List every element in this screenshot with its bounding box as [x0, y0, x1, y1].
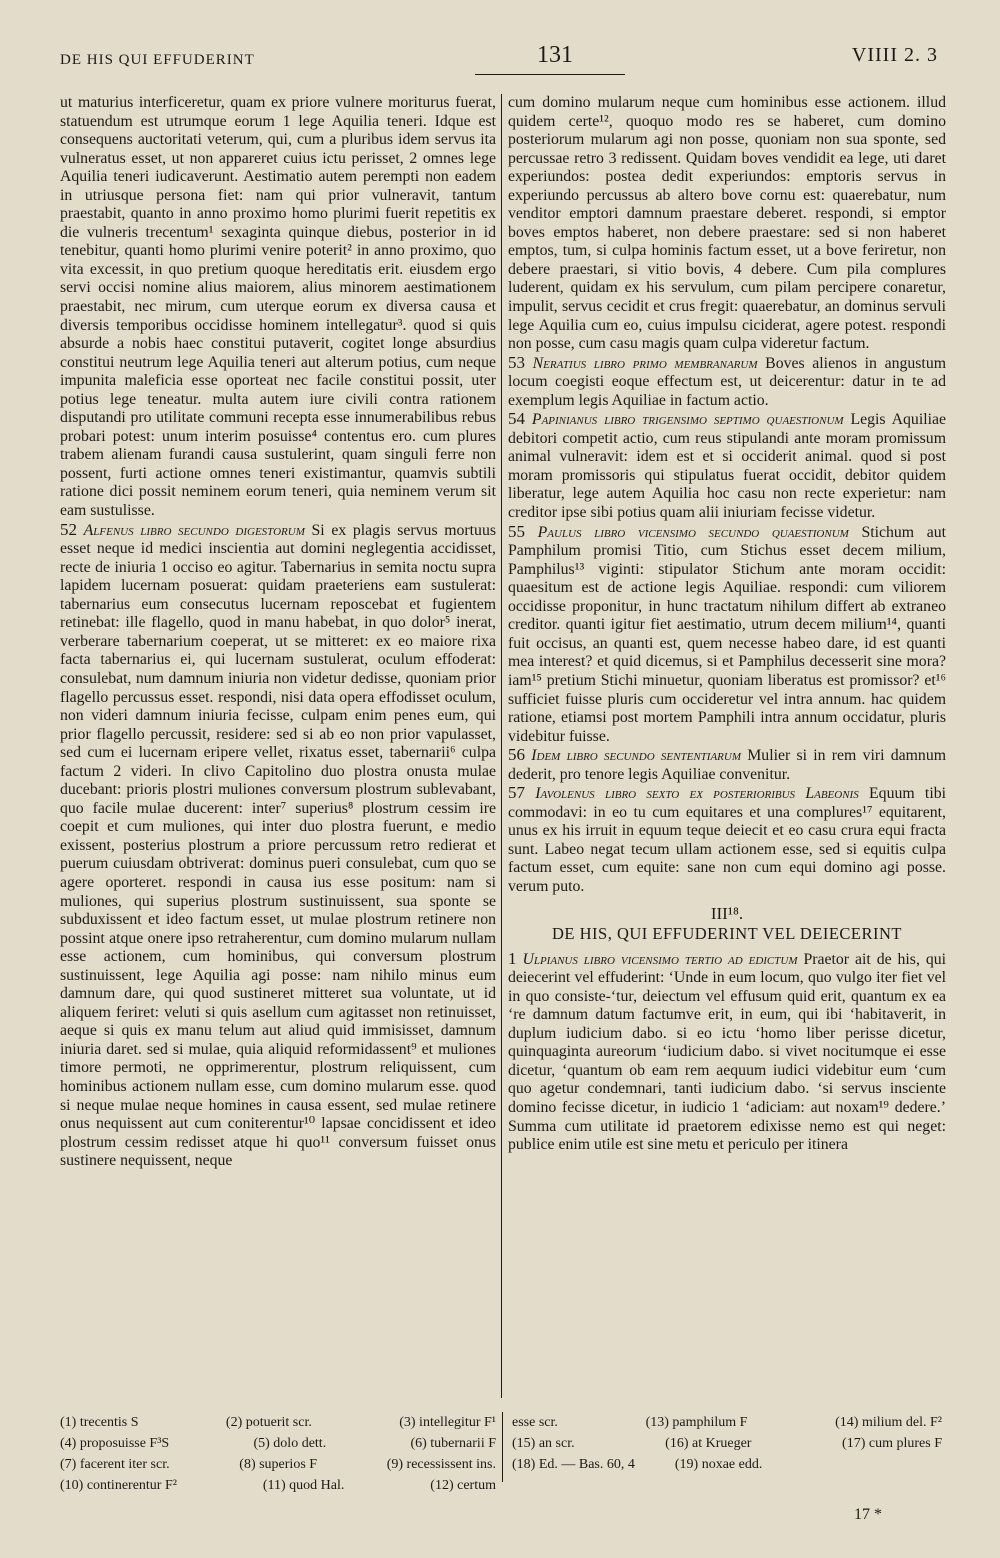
footnote-row — [512, 1454, 942, 1475]
header-rule — [475, 74, 625, 75]
section-54 — [508, 410, 946, 522]
section-author: Idem libro secundo sententiarum — [531, 747, 741, 765]
signature-mark: 17 * — [854, 1506, 882, 1523]
footnote: (6) tubernarii F — [410, 1436, 496, 1451]
footnote-row — [512, 1412, 942, 1433]
section-56 — [508, 746, 946, 784]
footnote: (15) an scr. — [512, 1436, 575, 1451]
section-author: Ulpianus libro vicensimo tertio ad edictum — [522, 950, 798, 968]
paragraph-continuation: ut maturius interficeretur, quam ex priore vulnere moriturus fuerat, statuendum est utrumque eorum 1 lege Aquilia teneri. Idque est consequens auctoritati veterum, qui, cum a pluribus idem servus ita vulneratus esset, ut non appareret cuius ictu perisset, 2 omnes lege Aquilia teneri iudicaverunt. Aestimatio autem perempti non eadem in utriusque persona fiet: nam qui prior vulneravit, tantum praestabit, quanto in anno proximo homo plurimi fuerit repetitis ex die vulneris trecentum¹ sexaginta quinque diebus, posterior in id tenebitur, quanti homo plurimi venire poterit² in anno proximo, quo vita excessit, in quo pretium quoque hereditatis erit. eiusdem ergo servi occisi nomine alius maiorem, alius minorem aestimationem praestabit, nec mirum, cum uterque eorum ex diversa causa et diversis temporibus occidisse hominem intellegatur³. quod si quis absurde a nobis haec constitui putaverit, cogitet longe absurdius constitui neutrum lege Aquilia teneri aut alterum potius, cum neque impunita maleficia esse oporteat nec facile constitui possit, uter potius lege teneatur. multa autem iure civili contra rationem disputandi pro utilitate communi recepta esse innumerabilibus rebus probari potest: unum interim posuisse⁴ contentus ero. cum plures trabem alienam furandi causa sustulerint, quam singuli ferre non possent, furti actione omnes teneri existimantur, quamvis subtili ratione dici possit neminem eorum teneri, quia neminem verum sit eam sustulisse. — [60, 94, 496, 520]
footnote: (19) noxae edd. — [674, 1457, 763, 1472]
footnote: (9) recessissent ins. — [386, 1457, 496, 1472]
section-text: Equum tibi commodavi: in eo tu cum equitares et una complures¹⁷ equitarent, unus ex his irruit in equum teque deiecit et eo casu crura equi fracta sunt. Labeo negat tecum ullam actionem esse, sed si equitis culpa factum esset, cum equite: sane non cum equi domino agi posse. verum puto. — [508, 785, 946, 895]
right-column — [508, 94, 946, 1155]
footnote: esse scr. — [512, 1415, 558, 1430]
footnote-row — [60, 1433, 496, 1454]
section-57 — [508, 784, 946, 896]
footnote: (3) intellegitur F¹ — [399, 1415, 496, 1430]
section-text: Boves alienos in angustum locum coegisti eoque effectum est, ut deicerentur: datur in te ad exemplum legis Aquiliae in factum actio. — [508, 354, 947, 409]
footnote: (12) certum — [430, 1478, 496, 1493]
footnote-row — [60, 1454, 496, 1475]
footnote-row — [60, 1475, 496, 1496]
footnote: (14) milium del. F² — [835, 1415, 942, 1430]
section-author: Neratius libro primo membranarum — [532, 354, 758, 372]
footnote: (5) dolo dett. — [253, 1436, 327, 1451]
running-head-right: VIIII 2. 3 — [851, 44, 938, 66]
section-text: Legis Aquiliae debitori competit actio, cum reus stipulandi ante moram promissum animal vulneravit: idem est et si occiderit animal. quod si post moram promissoris qui stipulatus fuerat occidit, debitor quidem liberatur, lege autem Aquilia hoc casu non recte experietur: nam creditor ipse sibi potius quam alii iniuriam fecisse videtur. — [508, 411, 947, 522]
footnote: (4) proposuisse F³S — [60, 1436, 170, 1451]
section-author: Alfenus libro secundo digestorum — [83, 521, 305, 539]
footnote: (18) Ed. — Bas. 60, 4 — [512, 1457, 635, 1472]
footnote-row — [60, 1412, 496, 1433]
section-1 — [508, 950, 946, 1155]
section-53 — [508, 354, 946, 411]
running-header — [60, 38, 938, 78]
section-text: Stichum aut Pamphilum promisi Titio, cum Stichus esset decem milium, Pamphilus¹³ viginti: stipulator Stichum ante moram occidit: quaesitum est de actione legis Aquiliae. respondi: cum viliorem occidisse proponitur, in hunc tractatum nihilum differt ab extraneo creditor. quanti igitur fiet aestimatio, utrum decem milium¹⁴, quanti fuit occisus, an quanti est, quem necesse habeo dare, id est quanti mea interest? et quid dicemus, si et Pamphilus decesserit sine mora? iam¹⁵ pretium Stichi minuetur, quoniam liberatus est promissor? et¹⁶ sufficiet fuisse pluris cum occideretur vel intra annum. hac quidem ratione, etiamsi post mortem Pamphili intra annum occidatur, pluris videbitur fuisse. — [508, 523, 946, 745]
left-column — [60, 94, 496, 1171]
section-number: 52 — [60, 519, 77, 539]
footnote-row — [512, 1433, 942, 1454]
footnote: (11) quod Hal. — [262, 1478, 345, 1493]
title-heading: DE HIS, QUI EFFUDERINT VEL DEIECERINT — [551, 924, 902, 944]
section-author: Iavolenus libro sexto ex posterioribus Labeonis — [535, 785, 859, 803]
section-number: 57 — [508, 783, 525, 803]
page-number: 131 — [537, 42, 573, 68]
section-number: 56 — [508, 745, 525, 765]
footnote: (16) at Krueger — [665, 1436, 752, 1451]
footnote: (2) potuerit scr. — [225, 1415, 312, 1430]
footnote: (8) superios F — [239, 1457, 318, 1472]
section-author: Papinianus libro trigensimo septimo quaestionum — [531, 411, 844, 429]
section-text: Praetor ait de his, qui deiecerint vel effuderint: ‘Unde in eum locum, quo vulgo iter fiet vel in quo consiste-‘tur, deiectum vel effusum quid erit, quantum ex ea ‘re damnum datum factumve erit, in eum, qui ibi ‘habitaverit, in duplum iudicium dabo. si eo ictu ‘homo liber perisse dicetur, quinquaginta aureorum ‘iudicium dabo. si vivet nocitumque ei esse dicetur, ‘quantum ob eam rem aequum iudici videbitur eum ‘cum quo agetur condemnari, tanti iudicium dabo. ‘si servus insciente domino fecisse dicetur, in iudicio 1 ‘adiciam: aut noxam¹⁹ dedere.’ Summa cum utilitate id praetorem edixisse nemo est qui neget: publice enim utile est sine metu et periculo per itinera — [508, 950, 947, 1154]
section-number: 54 — [508, 409, 525, 429]
column-divider — [501, 94, 502, 1398]
section-text: Mulier si in rem viri damnum dederit, pro tenore legis Aquiliae convenitur. — [508, 747, 947, 783]
section-55 — [508, 523, 946, 747]
section-author: Paulus libro vicensimo secundo quaestionum — [537, 523, 849, 541]
section-text: Si ex plagis servus mortuus esset neque id medici inscientia aut domini neglegentia accidisset, recte de iniuria 1 occiso eo agitur. Tabernarius in semita noctu supra lapidem lucernam posuerat: quidam praeteriens eam sustulerat: tabernarius eum consecutus lucernam reposcebat et fugientem retinebat: ille flagello, quod in manu habebat, in quo dolor⁵ inerat, verberare tabernarium coeperat, ut se mitteret: ex eo maiore rixa facta tabernarius ei, qui lucernam sustulerat, oculum effoderat: consulebat, num damnum iniuria non videtur dedisse, quoniam prior flagello percussus esset. respondi, nisi data opera effodisset oculum, non videri damnum iniuria fecisse, culpam enim penes eum, qui prior flagello percussit, residere: sed si ab eo non prior vapulasset, sed cum ei lucernam eripere vellet, rixatus esset, tabernarii⁶ culpa factum 2 videri. In clivo Capitolino duo plostra onusta mulae ducebant: prioris plostri muliones conversum plostrum sublevabant, quo facile mulae ducerent: inter⁷ superius⁸ plostrum cessim ire coepit et cum muliones, qui inter duo plostra fuerunt, e medio exissent, posterius plostrum a priore percussum retro redierat et puerum cuiusdam obtriverat: dominus pueri consulebat, cum quo se agere oporteret. respondi in causa ius esse positum: nam si muliones, qui superius plostrum sustinuissent, sua sponte se subduxissent et ideo factum esset, ut mulae plostrum retinere non possint atque onere ipso retraherentur, cum domino mularum nullam esse actionem, cum hominibus, qui conversum plostrum sustinuissent, lege Aquilia agi posse: nam nihilo minus eum damnum dare, qui quod sustineret mitteret sua voluntate, ut id aliquem feriret: veluti si quis asellum cum agitasset non retinuisset, aeque si quis ex manu telum aut aliud quid immisisset, damnum iniuria daret. sed si mulae, quia aliquid reformidassent⁹ et muliones timore permoti, ne opprimerentur, plostrum reliquissent, cum hominibus actionem nullam esse, cum domino mularum esse. quod si neque mulae neque homines in causa essent, sed mulae retinere onus nequissent aut cum coniterentur¹⁰ lapsae concidissent et ideo plostrum cessim redisset atque hi quo¹¹ conversum fuisset onus sustinere nequissent, neque — [60, 521, 497, 1170]
footnote: (10) continerentur F² — [60, 1478, 177, 1493]
section-number: 53 — [508, 352, 525, 372]
section-number: 1 — [508, 948, 517, 968]
title-number: III¹⁸. — [710, 903, 744, 923]
section-number: 55 — [508, 521, 525, 541]
footnote: (7) facerent iter scr. — [60, 1457, 170, 1472]
footnote: (17) cum plures F — [842, 1436, 942, 1451]
paragraph-continuation: cum domino mularum neque cum hominibus esse actionem. illud quidem certe¹², quoquo modo res se haberet, cum domino posteriorum mularum agi non posse, quoniam non sua sponte, sed percussae retro 3 redissent. Quidam boves vendidit ea lege, uti daret experiundos: postea dedit experiundos: emptoris servus in experiundo percussus ab altero bove cornu est: quaerebatur, num venditor emptori damnum praestare deberet. respondi, si emptor boves emptos haberet, non debere praestare: sed si non haberet emptos, tum, si culpa hominis factum esset, ut a bove feriretur, non debere praestari, si vitio bovis, 4 debere. Cum pila complures luderent, quidam ex his servulum, cum pilam percipere conaretur, impulit, servus cecidit et crus fregit: quaerebatur, an dominus servuli lege Aquilia cum eo, cuius impulsu ciciderat, agere potest. respondi non posse, cum casu magis quam culpa videretur factum. — [508, 94, 946, 353]
section-52 — [60, 521, 496, 1171]
footnotes-left — [60, 1412, 496, 1496]
footnote-divider — [502, 1412, 503, 1482]
running-head-left: DE HIS QUI EFFUDERINT — [60, 52, 255, 68]
footnote: (1) trecentis S — [60, 1415, 139, 1430]
footnote: (13) pamphilum F — [645, 1415, 748, 1430]
footnotes-right — [512, 1412, 942, 1475]
